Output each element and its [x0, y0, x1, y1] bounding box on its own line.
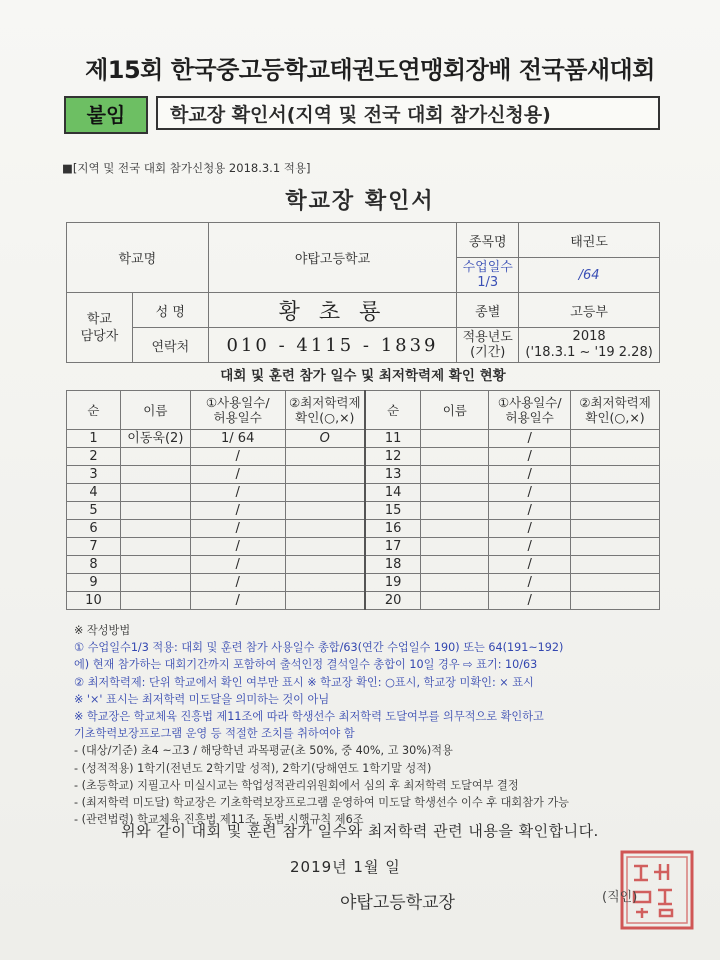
header-days-line2: 허용일수 [213, 410, 262, 425]
header-academic [285, 391, 365, 430]
academic-check [285, 502, 365, 520]
top-note: ■[지역 및 전국 대회 참가신청용 2018.3.1 적용] [62, 161, 311, 175]
academic-check [571, 484, 660, 502]
used-days: / [190, 484, 285, 502]
seal-label: (직인) [602, 890, 638, 905]
academic-check [571, 502, 660, 520]
header-name: 이름 [120, 391, 190, 430]
header-days-2-line2: 허용일수 [505, 410, 554, 425]
school-label: 학교명 [67, 223, 209, 293]
row-number: 14 [365, 484, 421, 502]
table-row [67, 448, 660, 466]
year-value-cell [519, 328, 660, 363]
academic-check [571, 574, 660, 592]
academic-check [571, 520, 660, 538]
academic-check [285, 466, 365, 484]
used-days: / [489, 484, 571, 502]
academic-check [285, 484, 365, 502]
academic-check [285, 520, 365, 538]
used-days: / [489, 556, 571, 574]
participant-name [421, 484, 489, 502]
days-label [457, 258, 519, 293]
used-days: / [489, 520, 571, 538]
instruction-line: ① 수업일수1/3 적용: 대회 및 훈련 참가 사용일수 총합/63(연간 수업일수 190) 또는 64(191~192) [74, 641, 564, 655]
used-days: / [190, 466, 285, 484]
instruction-line: - (대상/기준) 초4 ~고3 / 해당학년 과목평균(초 50%, 중 40%, 고 30%)적용 [74, 744, 453, 758]
used-days: / [190, 448, 285, 466]
used-days: / [489, 430, 571, 448]
contact-value: 010 - 4115 - 1839 [208, 328, 457, 363]
days-value: /64 [519, 258, 660, 293]
participant-name [120, 574, 190, 592]
academic-check [285, 592, 365, 610]
manager-label [67, 293, 133, 363]
used-days: / [489, 574, 571, 592]
row-number: 7 [67, 538, 121, 556]
row-number: 8 [67, 556, 121, 574]
instruction-line: - (관련법령) 학교체육 진흥법 제11조, 동법 시행규칙 제6조 [74, 813, 364, 827]
table-row [67, 574, 660, 592]
participant-name [120, 592, 190, 610]
table-row [67, 556, 660, 574]
row-number: 17 [365, 538, 421, 556]
used-days: / [190, 520, 285, 538]
attachment-tag: 붙임 [64, 96, 148, 134]
participant-name [421, 466, 489, 484]
academic-check [285, 556, 365, 574]
instruction-line: - (초등학교) 지필고사 미실시교는 학업성적관리위원회에서 심의 후 최저학력 도달여부 결정 [74, 778, 519, 792]
table-row [67, 592, 660, 610]
header-no: 순 [67, 391, 121, 430]
academic-check [571, 556, 660, 574]
row-number: 1 [67, 430, 121, 448]
participant-name [120, 502, 190, 520]
instruction-line: ※ 작성방법 [74, 624, 131, 637]
year-label [457, 328, 519, 363]
principal-name: 야탑고등학교장 [340, 893, 455, 913]
row-number: 4 [67, 484, 121, 502]
period-value: ('18.3.1 ~ '19 2.28) [525, 345, 653, 360]
used-days: / [190, 556, 285, 574]
year-label-line2: (기간) [470, 345, 506, 360]
row-number: 2 [67, 448, 121, 466]
header-name-2: 이름 [421, 391, 489, 430]
used-days: / [489, 538, 571, 556]
table-row [67, 466, 660, 484]
year-label-line1: 적용년도 [462, 330, 513, 345]
date-text: 2019년 1월 일 [290, 858, 401, 876]
header-academic-line1: ②최저학력제 [288, 395, 361, 410]
info-table [66, 222, 660, 363]
instructions [74, 622, 674, 828]
header-days-line1: ①사용일수/ [205, 395, 270, 410]
academic-check [285, 574, 365, 592]
header-academic-2-line2: 확인(○,×) [585, 410, 645, 425]
contact-label: 연락처 [132, 328, 208, 363]
table-row [67, 538, 660, 556]
division-value: 고등부 [519, 293, 660, 328]
row-number: 13 [365, 466, 421, 484]
participant-name [120, 448, 190, 466]
used-days: / [190, 502, 285, 520]
event-label: 종목명 [457, 223, 519, 258]
row-number: 6 [67, 520, 121, 538]
header-days-2 [489, 391, 571, 430]
days-label-line2: 1/3 [477, 275, 499, 290]
instruction-line: ※ 학교장은 학교체육 진흥법 제11조에 따라 학생선수 최저학력 도달여부를 의무적으로 확인하고 [74, 710, 544, 724]
academic-check [285, 538, 365, 556]
school-name: 야탑고등학교 [208, 223, 457, 293]
used-days: / [489, 502, 571, 520]
confirm-text: 위와 같이 대회 및 훈련 참가 일수와 최저학력 관련 내용을 확인합니다. [121, 822, 599, 840]
academic-check [571, 448, 660, 466]
academic-check [571, 466, 660, 484]
header-days [190, 391, 285, 430]
participant-name [421, 502, 489, 520]
event-value: 태권도 [519, 223, 660, 258]
row-number: 3 [67, 466, 121, 484]
participant-name [120, 520, 190, 538]
instruction-line: - (성적적용) 1학기(전년도 2학기말 성적), 2학기(당해연도 1학기말 성적) [74, 761, 432, 775]
participant-name: 이동욱(2) [120, 430, 190, 448]
year-value: 2018 [572, 329, 606, 344]
participation-rows [67, 430, 660, 610]
participant-name [120, 466, 190, 484]
row-number: 16 [365, 520, 421, 538]
participant-name [120, 556, 190, 574]
academic-check [571, 538, 660, 556]
academic-check [571, 592, 660, 610]
participant-name [421, 556, 489, 574]
table-row [67, 484, 660, 502]
row-number: 11 [365, 430, 421, 448]
name-label: 성 명 [132, 293, 208, 328]
row-number: 20 [365, 592, 421, 610]
participant-name [421, 592, 489, 610]
participation-title: 대회 및 훈련 참가 일수 및 최저학력제 확인 현황 [220, 368, 506, 384]
participant-name [421, 448, 489, 466]
row-number: 12 [365, 448, 421, 466]
instruction-line: 에) 현재 참가하는 대회기간까지 포함하여 출석인정 결석일수 총합이 10일 경우 ⇨ 표기: 10/63 [74, 658, 538, 672]
instruction-line: ② 최저학력제: 단위 학교에서 확인 여부만 표시 ※ 학교장 확인: ○표시, 학교장 미확인: × 표시 [74, 675, 534, 689]
header-academic-2 [571, 391, 660, 430]
used-days: / [489, 592, 571, 610]
used-days: / [489, 466, 571, 484]
table-row [67, 502, 660, 520]
used-days: / [489, 448, 571, 466]
main-title: 제15회 한국중고등학교태권도연맹회장배 전국품새대회 [85, 56, 655, 84]
participant-name [120, 538, 190, 556]
instruction-line: ※ '×' 표시는 최저학력 미도달을 의미하는 것이 아님 [74, 692, 330, 706]
participant-name [421, 574, 489, 592]
row-number: 19 [365, 574, 421, 592]
used-days: / [190, 592, 285, 610]
participant-name [120, 484, 190, 502]
name-value: 황 초 룡 [208, 293, 457, 328]
row-number: 18 [365, 556, 421, 574]
academic-check [571, 430, 660, 448]
participant-name [421, 520, 489, 538]
days-label-line1: 수업일수 [462, 260, 513, 275]
participant-name [421, 430, 489, 448]
table-row [67, 430, 660, 448]
header-academic-line2: 확인(○,×) [295, 410, 355, 425]
header-no-2: 순 [365, 391, 421, 430]
division-label: 종별 [457, 293, 519, 328]
instruction-line: - (최저학력 미도달) 학교장은 기초학력보장프로그램 운영하여 미도달 학생선수 이수 후 대회참가 가능 [74, 796, 569, 810]
used-days: / [190, 574, 285, 592]
table-row [67, 520, 660, 538]
header-days-2-line1: ①사용일수/ [497, 395, 562, 410]
manager-label-line2: 담당자 [80, 328, 119, 344]
academic-check: O [285, 430, 365, 448]
manager-label-line1: 학교 [86, 311, 112, 327]
subtitle-box: 학교장 확인서(지역 및 전국 대회 참가신청용) [156, 96, 660, 130]
academic-check [285, 448, 365, 466]
row-number: 10 [67, 592, 121, 610]
instruction-line: 기초학력보장프로그램 운영 등 적절한 조치를 취하여야 함 [74, 727, 355, 741]
used-days: / [190, 538, 285, 556]
participant-name [421, 538, 489, 556]
row-number: 5 [67, 502, 121, 520]
form-title: 학교장 확인서 [285, 189, 435, 214]
header-academic-2-line1: ②최저학력제 [579, 395, 651, 410]
row-number: 9 [67, 574, 121, 592]
used-days: 1/ 64 [190, 430, 285, 448]
participation-table [66, 390, 660, 610]
row-number: 15 [365, 502, 421, 520]
